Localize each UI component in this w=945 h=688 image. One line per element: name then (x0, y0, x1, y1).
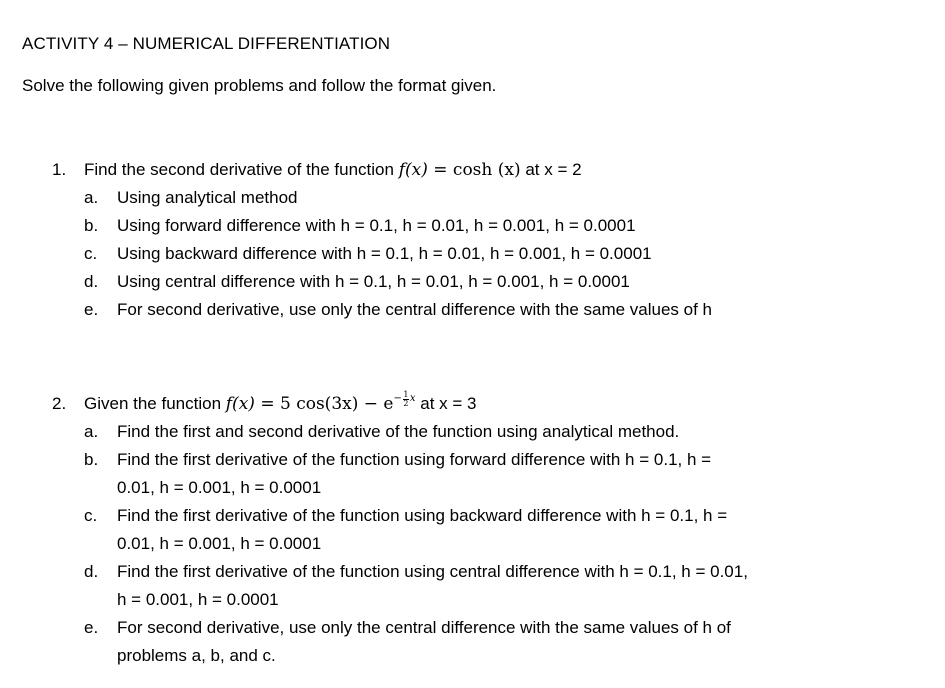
item-letter: d. (84, 272, 99, 291)
item-text-line-1: Find the first derivative of the function using central difference with h = 0.1, h = 0.01, (117, 562, 748, 581)
list-item (84, 502, 864, 558)
exponent-fraction (403, 391, 409, 408)
item-letter: a. (84, 422, 99, 441)
function-rhs: cosh (x) (452, 160, 521, 180)
item-letter: b. (84, 450, 99, 469)
problem-2-function: f(x) = 5 cos(3x) − e − $\frac{1}{2}$ x (225, 389, 416, 414)
item-letter: b. (84, 216, 99, 235)
item-text-line-1: Find the first derivative of the function using forward difference with h = 0.1, h = (117, 450, 712, 469)
item-text-line-2: 0.01, h = 0.001, h = 0.0001 (117, 478, 322, 497)
item-text-line-2: 0.01, h = 0.001, h = 0.0001 (117, 534, 322, 553)
list-item (84, 212, 864, 240)
item-text-line-1: For second derivative, use only the central difference with the same values of h of (117, 618, 731, 637)
list-item (84, 268, 864, 296)
item-text: Using analytical method (117, 188, 298, 207)
function-lhs: f(x) (398, 160, 428, 180)
exponent-denominator: 2 (403, 398, 409, 408)
item-letter: a. (84, 188, 99, 207)
function-rhs: 5 cos(3x) − e (279, 394, 394, 414)
list-item (84, 184, 864, 212)
problem-2-lead: Given the function (84, 394, 222, 413)
item-letter: c. (84, 244, 98, 263)
instructions-text: Solve the following given problems and follow the format given. (22, 76, 497, 95)
problem-1-number: 1. (52, 160, 67, 179)
function-lhs: f(x) (225, 394, 255, 414)
problem-1-function: f(x) = cosh (x) (398, 160, 521, 180)
list-item (84, 296, 864, 324)
list-item (84, 558, 864, 614)
list-item (84, 418, 864, 446)
item-text: Using central difference with h = 0.1, h = 0.01, h = 0.001, h = 0.0001 (117, 272, 630, 291)
item-letter: e. (84, 300, 99, 319)
list-item (84, 446, 864, 502)
problem-2-number: 2. (52, 394, 67, 413)
exponent-sign: − (393, 393, 402, 404)
item-text-line-2: problems a, b, and c. (117, 646, 276, 665)
exponent (393, 388, 415, 410)
item-letter: e. (84, 618, 99, 637)
problem-2-tail: at x = 3 (420, 394, 477, 413)
item-text: Find the first and second derivative of the function using analytical method. (117, 422, 680, 441)
item-text-line-2: h = 0.001, h = 0.0001 (117, 590, 279, 609)
exponent-numerator: 1 (403, 389, 409, 399)
item-letter: d. (84, 562, 99, 581)
problem-1-statement (52, 159, 582, 181)
item-text: Using forward difference with h = 0.1, h = 0.01, h = 0.001, h = 0.0001 (117, 216, 636, 235)
item-text: For second derivative, use only the central difference with the same values of h (117, 300, 713, 319)
item-letter: c. (84, 506, 98, 525)
activity-title: ACTIVITY 4 – NUMERICAL DIFFERENTIATION (22, 34, 391, 53)
problem-1-lead: Find the second derivative of the function (84, 160, 394, 179)
list-item (84, 240, 864, 268)
item-text-line-1: Find the first derivative of the function using backward difference with h = 0.1, h = (117, 506, 728, 525)
item-text: Using backward difference with h = 0.1, h = 0.01, h = 0.001, h = 0.0001 (117, 244, 652, 263)
exponent-variable: x (409, 393, 416, 404)
problem-1-tail: at x = 2 (525, 160, 582, 179)
list-item (84, 614, 864, 670)
problem-2-statement (52, 389, 477, 418)
